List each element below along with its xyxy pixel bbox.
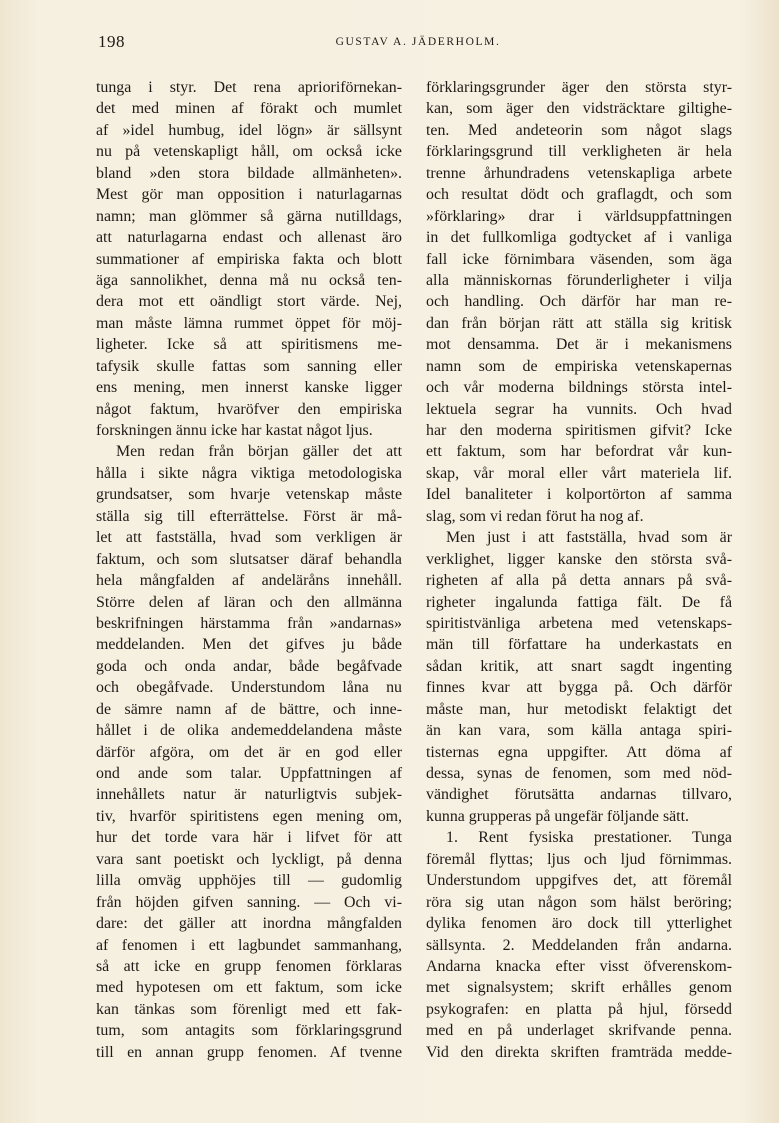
text-line: innehållets natur är naturligtvis subjek- bbox=[96, 786, 402, 804]
text-line: Understundom uppgifves det, att föremål bbox=[426, 872, 732, 890]
text-line: trenne århundradens vetenskapliga arbete bbox=[426, 164, 732, 182]
text-line: tiv, hvarför spiritistens egen mening om, bbox=[96, 807, 402, 825]
text-line: tafysik skulle fattas som sanning eller bbox=[96, 357, 402, 375]
text-line: namn som de empiriska vetenskapernas bbox=[426, 357, 732, 375]
text-line: bland »den stora bildade allmänheten». bbox=[96, 164, 402, 182]
text-line: så att icke en grupp fenomen förklaras bbox=[96, 957, 402, 975]
page-number: 198 bbox=[98, 32, 125, 51]
text-line: ond ande som talar. Uppfattningen af bbox=[96, 765, 402, 782]
text-line: och obegåfvade. Understundom låna nu bbox=[96, 679, 402, 697]
text-line: vändighet förutsätta andarnas tillvaro, bbox=[426, 786, 732, 804]
text-line: fall icke förnimbara väsenden, som äga bbox=[426, 250, 732, 268]
text-line: forskningen ännu icke har kastat något ljus. bbox=[96, 422, 373, 439]
text-line: skap, vår moral eller vårt materiela lif. bbox=[426, 464, 732, 482]
text-line: och handling. Och därför har man re- bbox=[426, 293, 732, 311]
text-line: förklaringsgrund till verkligheten är hela bbox=[426, 143, 732, 161]
text-line: summationer af empiriska fakta och blott bbox=[96, 250, 402, 268]
text-line: måste man, hur metodiskt felaktigt det bbox=[426, 700, 732, 718]
text-line: faktum, och som slutsatser däraf behandla bbox=[96, 550, 402, 568]
text-line: vara sant poetiskt och lyckligt, på denna bbox=[96, 850, 402, 868]
text-line: psykografen: en platta på hjul, försedd bbox=[426, 1000, 732, 1018]
text-line: man måste lämna rummet öppet för möj- bbox=[96, 314, 402, 332]
text-line: 1. Rent fysiska prestationer. Tunga bbox=[446, 829, 732, 847]
text-line: Idel banaliteter i kolportörton af samma bbox=[426, 486, 732, 504]
text-line: och vår moderna bildnings största intel- bbox=[426, 379, 732, 397]
text-line: något faktum, hvaröfver den empiriska bbox=[96, 400, 402, 418]
text-line: med hypotesen om ett faktum, som icke bbox=[96, 979, 402, 997]
text-line: kan, som äger den vidsträcktare giltighe- bbox=[426, 100, 732, 118]
text-line: Men just i att fastställa, hvad som är bbox=[446, 529, 732, 547]
text-line: det med minen af förakt och mumlet bbox=[96, 100, 402, 118]
text-line: in det fullkomliga godtycket af i vanliga bbox=[426, 229, 732, 247]
text-line: grundsatser, som hvarje vetenskap måste bbox=[96, 486, 402, 504]
page-header bbox=[98, 32, 738, 54]
text-line: sådan kritik, att snart sagdt ingenting bbox=[426, 657, 732, 675]
text-line: att naturlagarna endast och allenast äro bbox=[96, 229, 402, 247]
text-line: sällsynta. 2. Meddelanden från andarna. bbox=[426, 936, 732, 954]
text-line: hållet i de olika andemeddelandena måste bbox=[96, 722, 402, 740]
text-line: Vid den direkta skriften framträda medde- bbox=[426, 1043, 732, 1061]
text-line: dare: det gäller att inordna mångfalden bbox=[96, 915, 402, 933]
text-line: righeten af alla på detta annars på svå- bbox=[426, 572, 732, 590]
text-line: dessa, synas de fenomen, som med nöd- bbox=[426, 765, 732, 782]
text-line: och resultat dödt och graflagdt, och som bbox=[426, 186, 732, 204]
text-line: beskrifningen härstamma från »andarnas» bbox=[96, 614, 402, 632]
text-line: Större delen af läran och den allmänna bbox=[96, 593, 402, 611]
text-line: dera mot ett oändligt stort värde. Nej, bbox=[96, 293, 402, 311]
text-line: meddelanden. Men det gifves ju både bbox=[96, 636, 402, 654]
text-line: lilla omväg upphöjes till — gudomlig bbox=[96, 872, 402, 890]
text-line: förklaringsgrunder äger den största styr- bbox=[426, 79, 732, 96]
text-line: let att fastställa, hvad som verkligen är bbox=[96, 529, 402, 547]
text-line: alla människornas förunderligheter i vilja bbox=[426, 271, 732, 289]
text-line: därför afgöra, om det är en god eller bbox=[96, 743, 402, 761]
text-line: från höjden gifven sanning. — Och vi- bbox=[96, 893, 402, 911]
text-line: verklighet, ligger kanske den största svå- bbox=[426, 550, 732, 568]
text-line: röra sig utan någon som hälst beröring; bbox=[426, 893, 732, 911]
text-line: met signalsystem; skrift erhålles genom bbox=[426, 979, 732, 997]
text-line: goda och onda andar, både begåfvade bbox=[96, 657, 402, 675]
running-head: GUSTAV A. JÄDERHOLM. bbox=[335, 36, 501, 48]
text-line: kan tänkas som förenligt med ett fak- bbox=[96, 1000, 402, 1018]
text-line: dan från början rätt att ställa sig kritisk bbox=[426, 314, 732, 332]
text-line: Men redan från början gäller det att bbox=[116, 443, 402, 461]
text-line: Mest gör man opposition i naturlagarnas bbox=[96, 186, 402, 204]
text-line: slag, som vi redan förut ha nog af. bbox=[426, 507, 644, 525]
text-line: äga sannolikhet, denna må nu också ten- bbox=[96, 271, 402, 289]
text-line: nu på vetenskapligt håll, om också icke bbox=[96, 143, 402, 161]
text-line: med en på underlaget skrifvande penna. bbox=[426, 1022, 732, 1040]
text-line: spiritistvänliga arbetena med vetenskaps- bbox=[426, 614, 732, 632]
text-line: har den moderna spiritismen gifvit? Icke bbox=[426, 422, 732, 439]
text-line: än kan vara, som källa antaga spiri- bbox=[426, 722, 732, 740]
left-text-column bbox=[96, 77, 402, 1063]
text-line: ens mening, men innerst kanske ligger bbox=[96, 379, 402, 397]
text-line: ten. Med andeteorin som något slags bbox=[426, 121, 732, 139]
text-line: namn; man glömmer så gärna nutilldags, bbox=[96, 207, 402, 225]
text-line: ett faktum, som har befordrat vår kun- bbox=[426, 443, 732, 461]
text-line: tunga i styr. Det rena aprioriförnekan- bbox=[96, 79, 402, 96]
text-line: hela mångfalden af andeläråns innehåll. bbox=[96, 572, 402, 590]
text-line: hur det torde vara här i lifvet för att bbox=[96, 829, 402, 847]
text-line: män till författare ha underkastats en bbox=[426, 636, 732, 654]
right-text-column bbox=[426, 77, 732, 1063]
text-line: righeter ingalunda fattiga fält. De få bbox=[426, 593, 732, 611]
text-line: de sämre namn af de bättre, och inne- bbox=[96, 700, 402, 718]
text-line: tisternas egna uppgifter. Att döma af bbox=[426, 743, 732, 761]
text-line: föremål flyttas; ljus och ljud förnimmas. bbox=[426, 850, 732, 868]
text-line: Andarna knacka efter visst öfverenskom- bbox=[426, 957, 732, 975]
text-line: af »idel humbug, idel lögn» är sällsynt bbox=[96, 121, 402, 139]
text-line: till en annan grupp fenomen. Af tvenne bbox=[96, 1043, 402, 1061]
text-line: dylika fenomen äro dock till ytterlighet bbox=[426, 915, 732, 933]
text-line: ligheter. Icke så att spiritismens me- bbox=[96, 336, 402, 354]
text-line: ställa sig till efterrättelse. Först är må- bbox=[96, 507, 402, 525]
text-line: finnes kvar att bygga på. Och därför bbox=[426, 679, 732, 697]
text-line: hålla i sikte några viktiga metodologiska bbox=[96, 464, 402, 482]
text-line: mot densamma. Det är i mekanismens bbox=[426, 336, 732, 354]
text-line: tum, som antagits som förklaringsgrund bbox=[96, 1022, 402, 1040]
text-line: »förklaring» drar i världsuppfattningen bbox=[426, 207, 732, 225]
text-line: lektuela segrar ha vunnits. Och hvad bbox=[426, 400, 732, 418]
text-line: kunna grupperas på ungefär följande sätt. bbox=[426, 807, 689, 825]
text-line: af fenomen i ett lagbundet sammanhang, bbox=[96, 936, 402, 954]
